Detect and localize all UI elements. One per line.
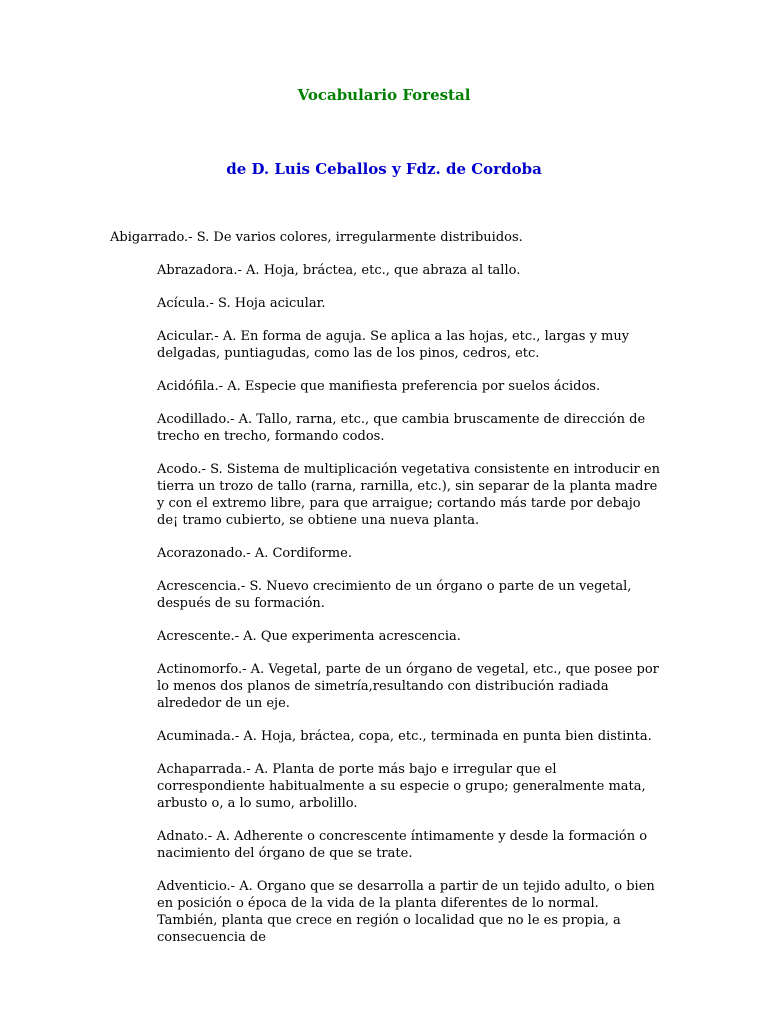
glossary-entry: Acodillado.- A. Tallo, rarna, etc., que cambia bruscamente de dirección de trecho en trecho, formando codos. bbox=[157, 412, 646, 444]
glossary-entry: Abigarrado.- S. De varios colores, irregularmente distribuidos. bbox=[110, 230, 523, 245]
glossary-entry: Actinomorfo.- A. Vegetal, parte de un órgano de vegetal, etc., que posee por lo menos dos planos de simetría,resultando con distribución radiada alrededor de un eje. bbox=[157, 662, 659, 711]
glossary-entry: Acrescencia.- S. Nuevo crecimiento de un órgano o parte de un vegetal, después de su formación. bbox=[157, 579, 632, 611]
glossary-entry: Adnato.- A. Adherente o concrescente íntimamente y desde la formación o nacimiento del órgano de que se trate. bbox=[157, 829, 648, 861]
glossary-entry: Acrescente.- A. Que experimenta acrescencia. bbox=[157, 629, 461, 644]
glossary-entry: Acorazonado.- A. Cordiforme. bbox=[157, 546, 352, 561]
document-title: Vocabulario Forestal bbox=[297, 86, 471, 104]
glossary-entry: Acicular.- A. En forma de aguja. Se aplica a las hojas, etc., largas y muy delgadas, puntiagudas, como las de los pinos, cedros, etc. bbox=[157, 329, 630, 361]
glossary-entry: Acidófila.- A. Especie que manifiesta preferencia por suelos ácidos. bbox=[157, 379, 601, 394]
glossary-entry: Abrazadora.- A. Hoja, bráctea, etc., que abraza al tallo. bbox=[157, 263, 521, 278]
glossary-entry: Acodo.- S. Sistema de multiplicación vegetativa consistente en introducir en tierra un trozo de tallo (rarna, rarnilla, etc.), sin separar de la planta madre y con el extremo libre, para que arraigue; cortando más tarde por debajo de¡ tramo cubierto, se obtiene una nueva planta. bbox=[157, 462, 660, 528]
glossary-entry: Acuminada.- A. Hoja, bráctea, copa, etc., terminada en punta bien distinta. bbox=[157, 729, 652, 744]
glossary-entry: Adventicio.- A. Organo que se desarrolla a partir de un tejido adulto, o bien en posición o época de la vida de la planta diferentes de lo normal. También, planta que crece en región o localidad que no le es propia, a consecuencia de bbox=[157, 879, 655, 945]
glossary-entry: Achaparrada.- A. Planta de porte más bajo e irregular que el correspondiente habitualmente a su especie o grupo; generalmente mata, arbusto o, a lo sumo, arbolillo. bbox=[157, 762, 646, 811]
glossary-entry: Acícula.- S. Hoja acicular. bbox=[157, 296, 326, 311]
document-subtitle: de D. Luis Ceballos y Fdz. de Cordoba bbox=[226, 160, 542, 178]
glossary-entries bbox=[0, 229, 768, 962]
